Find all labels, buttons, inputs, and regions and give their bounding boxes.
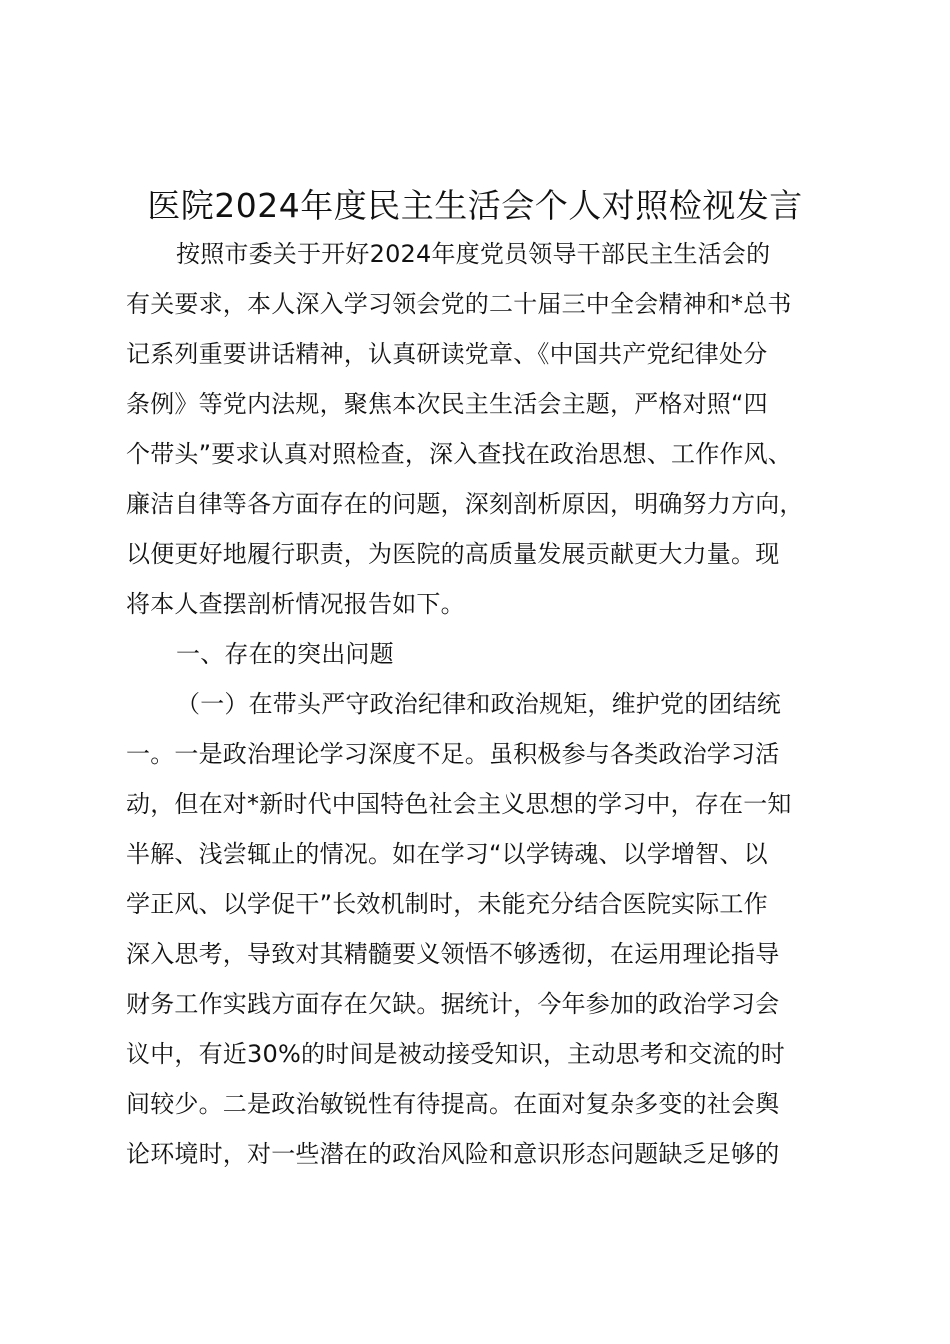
paragraph-line: 有关要求，本人深入学习领会党的二十届三中全会精神和*总书 <box>126 290 792 318</box>
paragraph-line: 个带头”要求认真对照检查，深入查找在政治思想、工作作风、 <box>126 440 793 468</box>
paragraph-line: 论环境时，对一些潜在的政治风险和意识形态问题缺乏足够的 <box>126 1140 780 1168</box>
paragraph-line: 按照市委关于开好2024年度党员领导干部民主生活会的 <box>176 240 771 268</box>
section-heading: 一、存在的突出问题 <box>176 640 394 668</box>
paragraph-line: 动，但在对*新时代中国特色社会主义思想的学习中，存在一知 <box>126 790 792 818</box>
paragraph-line: 廉洁自律等各方面存在的问题，深刻剖析原因，明确努力方向， <box>126 490 804 518</box>
paragraph-line: 议中，有近30%的时间是被动接受知识，主动思考和交流的时 <box>126 1040 785 1068</box>
paragraph-line: 间较少。二是政治敏锐性有待提高。在面对复杂多变的社会舆 <box>126 1090 780 1118</box>
paragraph-line: 深入思考，导致对其精髓要义领悟不够透彻，在运用理论指导 <box>126 940 780 968</box>
paragraph-line: 一。一是政治理论学习深度不足。虽积极参与各类政治学习活 <box>126 740 780 768</box>
paragraph-line: 半解、浅尝辄止的情况。如在学习“以学铸魂、以学增智、以 <box>126 840 768 868</box>
paragraph-line: 条例》等党内法规，聚焦本次民主生活会主题，严格对照“四 <box>126 390 768 418</box>
paragraph-line: 将本人查摆剖析情况报告如下。 <box>126 590 465 618</box>
paragraph-line: 财务工作实践方面存在欠缺。据统计，今年参加的政治学习会 <box>126 990 780 1018</box>
paragraph-line: 学正风、以学促干”长效机制时，未能充分结合医院实际工作 <box>126 890 768 918</box>
paragraph-line: 记系列重要讲话精神，认真研读党章、《中国共产党纪律处分 <box>126 340 768 368</box>
paragraph-line: 以便更好地履行职责，为医院的高质量发展贡献更大力量。现 <box>126 540 780 568</box>
paragraph-line: （一）在带头严守政治纪律和政治规矩，维护党的团结统 <box>176 690 781 718</box>
document-title: 医院2024年度民主生活会个人对照检视发言 <box>147 186 803 225</box>
